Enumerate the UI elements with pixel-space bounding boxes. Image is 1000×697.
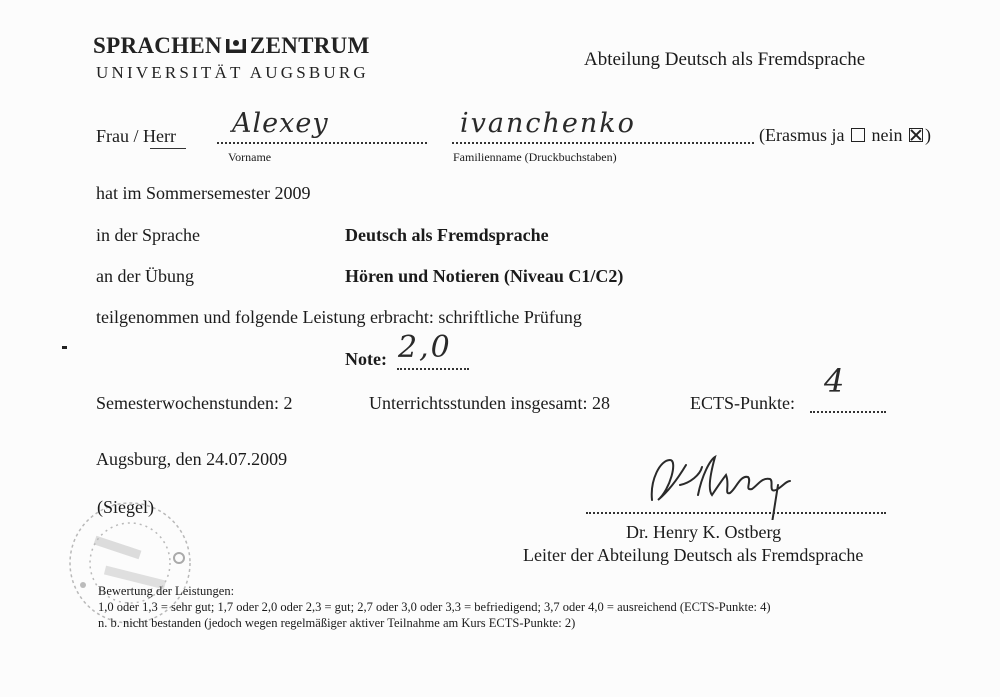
erasmus-field <box>759 125 931 146</box>
erasmus-ja-checkbox[interactable] <box>851 128 865 142</box>
signatory-role: Leiter der Abteilung Deutsch als Fremdsprache <box>523 545 864 565</box>
org-name-zentrum: ZENTRUM <box>249 33 370 58</box>
course-label: an der Übung <box>96 266 194 286</box>
ects-label: ECTS-Punkte: <box>690 393 796 413</box>
hours-text: Unterrichtsstunden insgesamt: 28 <box>369 393 610 413</box>
ects-handwritten: 4 <box>824 362 845 400</box>
erasmus-nein-label: nein <box>871 125 903 145</box>
ects-line <box>810 411 886 413</box>
performance-text: teilgenommen und folgende Leistung erbracht: schriftliche Prüfung <box>96 307 582 327</box>
erasmus-nein-checkbox[interactable] <box>909 128 923 142</box>
grade-line <box>397 368 469 370</box>
handwritten-signature <box>640 445 810 520</box>
sws-text: Semesterwochenstunden: 2 <box>96 393 293 413</box>
salutation-label: Frau / Herr <box>96 126 176 146</box>
semester-text: hat im Sommersemester 2009 <box>96 183 311 203</box>
first-name-handwritten: Alexey <box>232 108 329 139</box>
scan-speck <box>62 346 67 349</box>
org-name-line1 <box>93 33 370 59</box>
department-title: Abteilung Deutsch als Fremdsprache <box>584 49 866 70</box>
org-name-sprachen: SPRACHEN <box>93 33 222 58</box>
grading-title: Bewertung der Leistungen: <box>98 584 235 598</box>
place-date: Augsburg, den 24.07.2009 <box>96 449 288 469</box>
first-name-line <box>217 142 427 144</box>
logo-mark-icon <box>225 37 247 55</box>
erasmus-ja-label: (Erasmus ja <box>759 125 845 145</box>
erasmus-close-paren: ) <box>924 125 931 145</box>
salutation-strike <box>150 148 186 149</box>
grading-line1: 1,0 oder 1,3 = sehr gut; 1,7 oder 2,0 oder 2,3 = gut; 2,7 oder 3,0 oder 3,3 = befriedigend; 3,7 oder 4,0 = ausreichend (ECTS-Punkte: 4) <box>98 600 771 614</box>
grade-handwritten: 2,0 <box>398 330 452 365</box>
last-name-caption: Familienname (Druckbuchstaben) <box>453 150 617 164</box>
last-name-handwritten: ivanchenko <box>460 108 636 139</box>
course-value: Hören und Notieren (Niveau C1/C2) <box>345 266 624 286</box>
grading-line2: n. b. nicht bestanden (jedoch wegen regelmäßiger aktiver Teilnahme am Kurs ECTS-Punkte: 2) <box>98 616 576 630</box>
last-name-line <box>452 142 754 144</box>
grade-label: Note: <box>345 349 387 369</box>
seal-label: (Siegel) <box>97 497 154 517</box>
language-value: Deutsch als Fremdsprache <box>345 225 549 245</box>
signatory-name: Dr. Henry K. Ostberg <box>626 522 782 542</box>
first-name-caption: Vorname <box>228 150 272 164</box>
signature-line <box>586 512 886 514</box>
org-name-line2: UNIVERSITÄT AUGSBURG <box>96 63 369 82</box>
language-label: in der Sprache <box>96 225 200 245</box>
